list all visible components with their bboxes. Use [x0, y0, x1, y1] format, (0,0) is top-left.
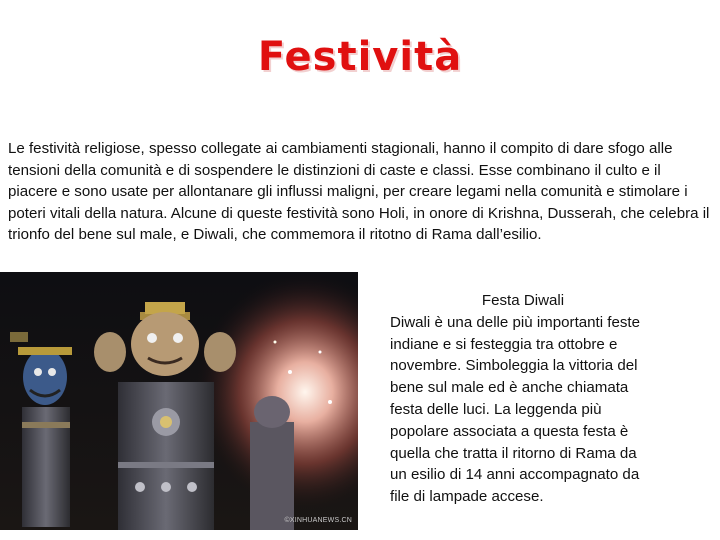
- slide-title: Festività: [257, 34, 463, 80]
- diwali-caption: [390, 290, 650, 508]
- photo-watermark: ©XINHUANEWS.CN: [284, 517, 352, 524]
- diwali-heading: Festa Diwali: [481, 292, 565, 309]
- intro-paragraph: Le festività religiose, spesso collegate ai cambiamenti stagionali, hanno il compito di dare sfogo alle tensioni della comunità e di sospendere le distinzioni di caste e classi. Esse combinano il culto e il piacere e sono usate per allontanare gli influssi maligni, per creare legami nella comunità e stimolare i poteri vitali della natura. Alcune di queste festività sono Holi, in onore di Krishna, Dusserah, che celebra il trionfo del bene sul male, e Diwali, che commemora il ritotno di Rama dall’esilio.: [8, 140, 710, 244]
- diwali-effigies-photo: [0, 272, 358, 530]
- diwali-description: Diwali è una delle più importanti feste indiane e si festeggia tra ottobre e novembre. Simboleggia la vittoria del bene sul male ed è anche chiamata festa delle luci. La leggenda più popolare associata a questa festa è quella che tratta il ritorno di Rama da un esilio di 14 anni accompagnato da file di lampade accese.: [390, 313, 641, 506]
